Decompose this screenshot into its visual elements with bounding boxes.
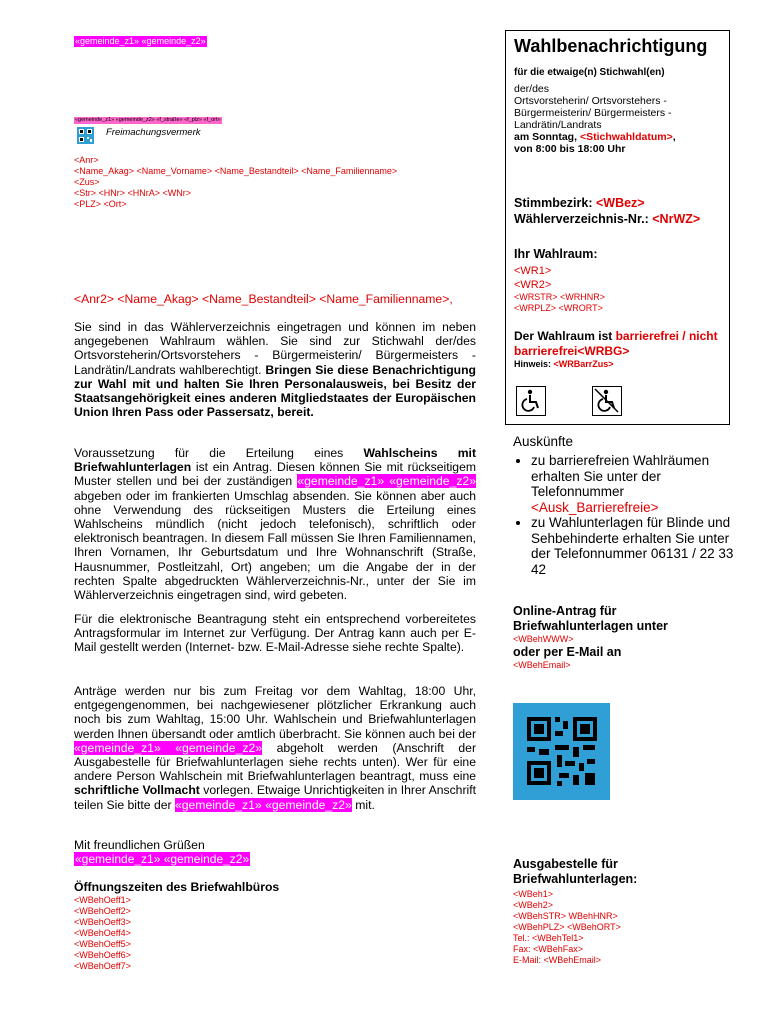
paragraph-electronic: Für die elektronische Beantragung steht ein entsprechend vorbereitetes Antragsformular im Internet zur Verfügung. Der Antrag kann auch per E-Mail gestellt werden (Internet- bzw. E-Mail-Adresse siehe rechte Spalte). — [74, 612, 476, 655]
paragraph-postal-vote: Voraussetzung für die Erteilung eines Wahlscheins mit Briefwahlunterlagen ist ein Antrag. Diesen können Sie mit rückseitigem Muster stellen und bei der zuständigen «gemeinde_z1» «gemeinde_z2» abgeben oder im frankierten Umschlag absenden. Sie können aber auch ohne Verwendung des rückseitigen Musters die Erteilung eines Wahlscheins mündlich (nicht jedoch telefonisch), schriftlich oder elektronisch beantragen. In diesem Fall müssen Sie Ihren Familiennamen, Ihren Vornamen, Ihr Geburtsdatum und Ihre Wohnanschrift (Straße, Hausnummer, Postleitzahl, Ort) angeben; um die Angabe der in der rechten Spalte abgedruckten Wählerverzeichnis-Nr., unter der Sie im Wählerverzeichnis eingetragen sind, wird gebeten. — [74, 446, 476, 603]
opening-hours-item: <WBehOeff4> — [74, 928, 131, 938]
opening-hours-item: <WBehOeff6> — [74, 950, 131, 960]
election-time: von 8:00 bis 18:00 Uhr — [514, 143, 626, 155]
card-district: Stimmbezirk: <WBez> Wählerverzeichnis-Nr.: <NrWZ> — [514, 196, 701, 226]
opening-hours-item: <WBehOeff2> — [74, 906, 131, 916]
opening-hours-title: Öffnungszeiten des Briefwahlbüros — [74, 880, 280, 894]
online-title: Online-Antrag für Briefwahlunterlagen unter — [513, 604, 668, 633]
barrier-hint: Hinweis: <WRBarrZus> — [514, 359, 614, 369]
email-title: oder per E-Mail an — [513, 645, 622, 659]
office-section — [513, 857, 733, 966]
recipient-address — [74, 155, 397, 210]
online-section — [513, 604, 733, 671]
wheelchair-not-accessible-icon — [592, 386, 622, 416]
municipality-field: «gemeinde_z1» «gemeinde_z2» — [297, 474, 476, 489]
recipient-line: <Str> <HNr> <HNrA> <WNr> — [74, 188, 192, 198]
card-subtitle: für die etwaige(n) Stichwahl(en) — [514, 67, 665, 78]
notification-card — [505, 30, 730, 425]
room-name: <WR1> <WR2> — [514, 265, 552, 291]
district-field: <WBez> — [595, 196, 645, 210]
info-item-blind: • zu Wahlunterlagen für Blinde und Sehbehinderte erhalten Sie unter der Telefonnummer 06131 / 22 33 42 — [531, 515, 743, 577]
online-www[interactable]: <WBehWWW> — [513, 634, 574, 644]
franking-label: Freimachungsvermerk — [106, 127, 201, 138]
franking-qr-icon — [77, 127, 94, 144]
closing-municipality: «gemeinde_z1» «gemeinde_z2» — [75, 852, 250, 866]
voter-number-field: <NrWZ> — [652, 212, 701, 226]
room-title: Ihr Wahlraum: — [514, 247, 598, 261]
return-address-line: «gemeinde_z1» «gemeinde_z2» «f_straße» «f_plz» «f_ort» — [75, 117, 221, 123]
wheelchair-accessible-icon — [516, 386, 546, 416]
application-qr-code[interactable] — [513, 703, 610, 800]
card-title: Wahlbenachrichtigung — [514, 36, 708, 56]
info-title: Auskünfte — [513, 434, 574, 449]
opening-hours-item: <WBehOeff5> — [74, 939, 131, 949]
municipality-field: «gemeinde_z1» «gemeinde_z2» — [174, 797, 352, 812]
salutation: <Anr2> <Name_Akag> <Name_Bestandteil> <Name_Familienname>, — [74, 292, 453, 306]
opening-hours-list — [74, 895, 131, 972]
online-email[interactable]: <WBehEmail> — [513, 660, 571, 670]
sender-header: «gemeinde_z1» «gemeinde_z2» — [75, 36, 206, 46]
room-address: <WRSTR> <WRHNR> <WRPLZ> <WRORT> — [514, 292, 606, 313]
closing: Mit freundlichen Grüßen — [74, 838, 205, 852]
card-office: der/des Ortsvorsteherin/ Ortsvorstehers - Bürgermeisterin/ Bürgermeisters - Landrätin/Landrats am Sonntag, <Stichwahldatum>, von 8:00 bis 18:00 Uhr — [514, 83, 676, 155]
opening-hours-item: <WBehOeff7> — [74, 961, 131, 971]
recipient-line: <Zus> — [74, 177, 100, 187]
recipient-line: <PLZ> <Ort> — [74, 199, 127, 209]
info-section — [513, 434, 743, 577]
office-title: Ausgabestelle für Briefwahlunterlagen: — [513, 857, 638, 886]
election-date-field: <Stichwahldatum> — [579, 131, 673, 143]
municipality-field: «gemeinde_z1» «gemeinde_z2» — [74, 740, 263, 755]
recipient-line: <Name_Akag> <Name_Vorname> <Name_Bestandteil> <Name_Familienname> — [74, 166, 398, 176]
opening-hours-item: <WBehOeff1> — [74, 895, 131, 905]
barrier-status: Der Wahlraum ist barrierefrei / nicht barrierefrei<WRBG> — [514, 329, 718, 358]
paragraph-deadline: Anträge werden nur bis zum Freitag vor dem Wahltag, 18:00 Uhr, entgegengenommen, bei nachgewiesener plötzlicher Erkrankung auch noch bis zum Wahltag, 15:00 Uhr. Wahlschein und Briefwahlunterlagen werden Ihnen übersandt oder amtlich überbracht. Sie können auch bei der «gemeinde_z1» «gemeinde_z2» abgeholt werden (Anschrift der Ausgabestelle für Briefwahlunterlagen siehe rechts unten). Wer für eine andere Person Wahlschein mit Briefwahlunterlagen beantragt, muss eine schriftliche Vollmacht vorlegen. Etwaige Unrichtigkeiten in Ihrer Anschrift teilen Sie bitte der «gemeinde_z1» «gemeinde_z2» mit. — [74, 684, 476, 812]
paragraph-registration: Sie sind in das Wählerverzeichnis eingetragen und können im neben angegebenen Wahlraum wählen. Sie sind zur Stichwahl der/des Ortsvorsteherin/Ortsvorstehers - Bürgermeisterin/ Bürgermeisters - Landrätin/Landrats wahlberechtigt. Bringen Sie diese Benachrichtigung zur Wahl mit und halten Sie Ihren Personalausweis, bei Besitz der Staatsangehörigkeit eines anderen Mitgliedstaates der Europäischen Union Ihren Pass oder Passersatz, bereit. — [74, 320, 476, 420]
opening-hours-item: <WBehOeff3> — [74, 917, 131, 927]
office-address: <WBeh1> <WBeh2> <WBehSTR> WBehHNR> <WBehPLZ> <WBehORT> Tel.: <WBehTel1> Fax: <WBehFax> E-Mail: <WBehEmail> — [513, 889, 621, 965]
recipient-line: <Anr> — [74, 155, 99, 165]
info-item-barrier-free: • zu barrierefreien Wahlräumen erhalten Sie unter der Telefonnummer <Ausk_Barrierefreie> — [531, 453, 743, 515]
